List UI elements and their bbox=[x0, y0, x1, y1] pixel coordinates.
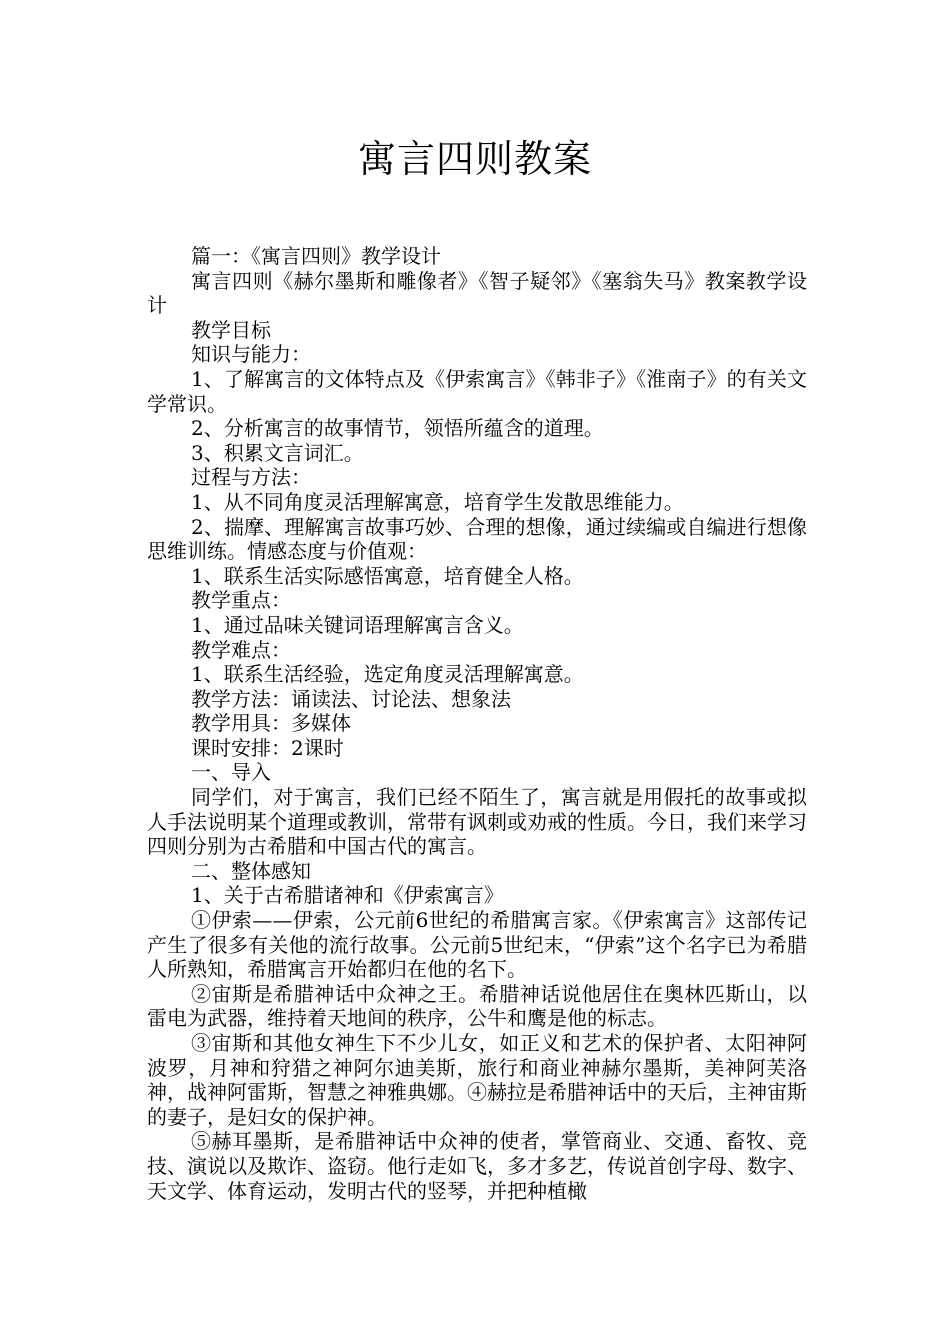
paragraph: 过程与方法： bbox=[191, 465, 311, 490]
paragraph: 1、从不同角度灵活理解寓意，培育学生发散思维能力。 bbox=[191, 489, 684, 514]
paragraph: ③宙斯和其他女神生下不少儿女，如正义和艺术的保护者、太阳神阿波罗，月神和狩猎之神阿尔迪美斯，旅行和商业神赫尔墨斯，美神阿芙洛神，战神阿雷斯，智慧之神雅典娜。④赫拉是希腊神话中的天后，主神宙斯的妻子，是妇女的保护神。 bbox=[147, 1031, 807, 1129]
paragraph: 教学用具：多媒体 bbox=[191, 711, 351, 736]
paragraph: 篇一：《寓言四则》教学设计 bbox=[191, 244, 441, 268]
paragraph: 1、联系生活经验，选定角度灵活理解寓意。 bbox=[191, 662, 584, 687]
paragraph: 二、整体感知 bbox=[191, 858, 311, 883]
paragraph: ⑤赫耳墨斯，是希腊神话中众神的使者，掌管商业、交通、畜牧、竞技、演说以及欺诈、盗窃。他行走如飞，多才多艺，传说首创字母、数字、天文学、体育运动，发明古代的竖琴，并把种植橄 bbox=[147, 1129, 807, 1203]
paragraph: 教学重点： bbox=[191, 588, 291, 613]
document-title: 寓言四则教案 bbox=[357, 137, 592, 181]
document-body bbox=[147, 244, 807, 1203]
paragraph: 1、了解寓言的文体特点及《伊索寓言》《韩非子》《淮南子》的有关文学常识。 bbox=[147, 366, 807, 416]
paragraph: 3、积累文言词汇。 bbox=[191, 440, 364, 465]
paragraph: 2、揣摩、理解寓言故事巧妙、合理的想像，通过续编或自编进行想像思维训练。情感态度与价值观： bbox=[147, 514, 807, 564]
paragraph: 课时安排：2课时 bbox=[191, 735, 344, 760]
paragraph: 教学难点： bbox=[191, 637, 291, 662]
paragraph: ②宙斯是希腊神话中众神之王。希腊神话说他居住在奥林匹斯山，以雷电为武器，维持着天地间的秩序，公牛和鹰是他的标志。 bbox=[147, 981, 807, 1031]
paragraph: 1、关于古希腊诸神和《伊索寓言》 bbox=[191, 883, 504, 908]
paragraph: 寓言四则《赫尔墨斯和雕像者》《智子疑邻》《塞翁失马》教案教学设计 bbox=[147, 268, 807, 318]
paragraph: 教学方法：诵读法、讨论法、想象法 bbox=[191, 686, 511, 711]
paragraph: 2、分析寓言的故事情节，领悟所蕴含的道理。 bbox=[191, 416, 604, 441]
paragraph: 知识与能力： bbox=[191, 342, 311, 367]
paragraph: 同学们，对于寓言，我们已经不陌生了，寓言就是用假托的故事或拟人手法说明某个道理或教训，常带有讽刺或劝戒的性质。今日，我们来学习四则分别为古希腊和中国古代的寓言。 bbox=[147, 785, 807, 859]
paragraph: 一、导入 bbox=[191, 760, 271, 785]
paragraph: 1、联系生活实际感悟寓意，培育健全人格。 bbox=[191, 563, 584, 588]
paragraph: ①伊索——伊索，公元前6世纪的希腊寓言家。《伊索寓言》这部传记产生了很多有关他的流行故事。公元前5世纪末，“伊索”这个名字已为希腊人所熟知，希腊寓言开始都归在他的名下。 bbox=[147, 908, 807, 982]
paragraph: 教学目标 bbox=[191, 317, 271, 342]
paragraph: 1、通过品味关键词语理解寓言含义。 bbox=[191, 612, 524, 637]
